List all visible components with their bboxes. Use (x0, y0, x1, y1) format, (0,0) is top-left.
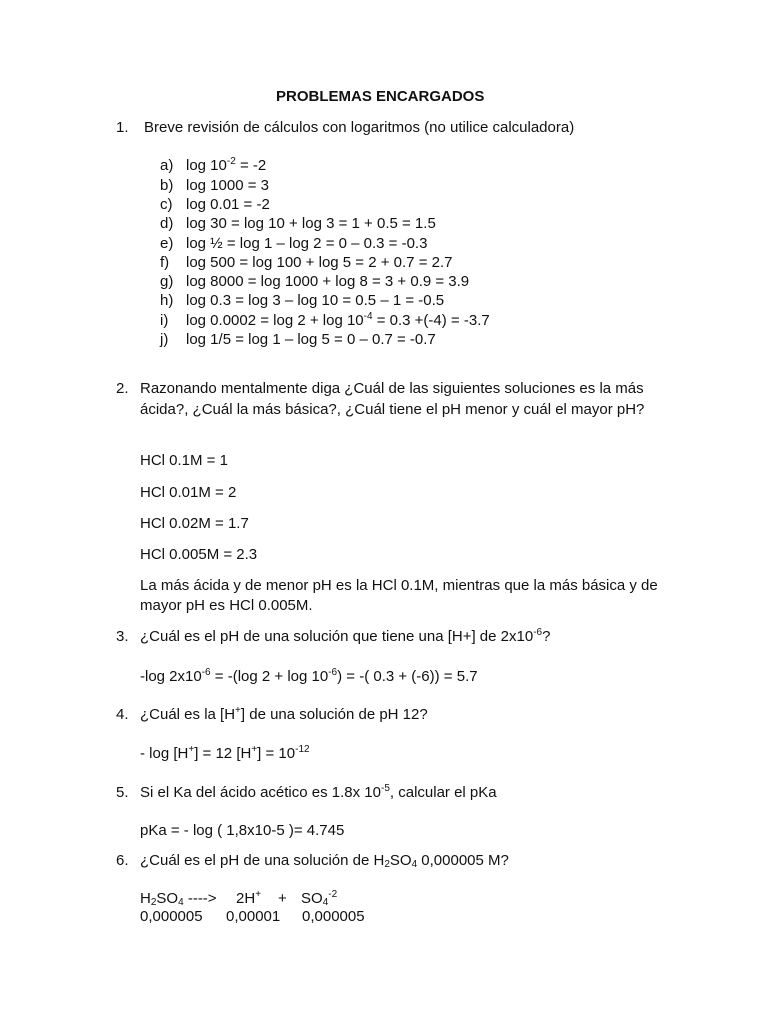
log-item-label: e) (160, 235, 174, 252)
dissociation-product-h: 2H+ (236, 889, 262, 907)
log-item-label: h) (160, 292, 174, 309)
question-6-text: ¿Cuál es el pH de una solución de $H_2SO_4$ 0,000005 M? (140, 852, 509, 870)
log-item-label: a) (160, 157, 174, 174)
log-item-label: j) (160, 331, 169, 348)
answer-hcl-3: HCl 0.02M = 1.7 (140, 515, 249, 532)
question-2-conclusion-line2: mayor pH es HCl 0.005M. (140, 597, 313, 614)
log-item (160, 157, 266, 175)
concentration-so4: 0,000005 (302, 908, 365, 925)
log-item-text: log 1000 = 3 (186, 177, 269, 194)
log-item-text: log 30 = log 10 + log 3 = 1 + 0.5 = 1.5 (186, 215, 436, 232)
log-item-text: log 500 = log 100 + log 5 = 2 + 0.7 = 2.7 (186, 254, 453, 271)
log-item (160, 312, 490, 330)
log-item (160, 215, 436, 233)
question-3-number: 3. (116, 628, 129, 645)
question-6-number: 6. (116, 852, 129, 869)
question-2-number: 2. (116, 380, 129, 397)
question-4-number: 4. (116, 706, 129, 723)
log-item (160, 273, 469, 291)
question-5-answer: pKa = - log ( 1,8x10-5 )= 4.745 (140, 822, 345, 839)
question-3-answer: -log $2x10^{-6} = -(\log$ $2 + \log 10^{-6}$) = -( 0.3 + (-6)) = 5.7 (140, 667, 478, 685)
log-item-label: c) (160, 196, 173, 213)
log-item-text: $\log 10^{-2} = -2$ (186, 156, 267, 174)
question-2-line1: Razonando mentalmente diga ¿Cuál de las siguientes soluciones es la más (140, 380, 644, 397)
log-item (160, 292, 444, 310)
log-item (160, 331, 436, 349)
question-4-text: ¿Cuál es la [H+] de una solución de pH 12? (140, 705, 428, 723)
question-3-text: ¿Cuál es el pH de una solución que tiene una [H+] de $2x10^{-6}$? (140, 627, 551, 645)
question-2-line2: ácida?, ¿Cuál la más básica?, ¿Cuál tiene el pH menor y cuál el mayor pH? (140, 401, 645, 418)
concentration-h: 0,00001 (226, 908, 281, 925)
log-item-text: $\log 0.0002 = \log 2 + \log 10^{-4} = 0.3 +(-4) = -3.7$ (186, 311, 490, 329)
answer-hcl-4: HCl 0.005M = 2.3 (140, 546, 258, 563)
log-item (160, 254, 452, 272)
log-item-label: g) (160, 273, 174, 290)
question-5-number: 5. (116, 784, 129, 801)
log-item-text: log ½ = log 1 – log 2 = 0 – 0.3 = -0.3 (186, 235, 428, 252)
log-item-text: log 0.01 = -2 (186, 196, 270, 213)
log-item-label: d) (160, 215, 174, 232)
answer-hcl-1: HCl 0.1M = 1 (140, 452, 228, 469)
question-1-number: 1. (116, 119, 129, 136)
log-item-text: log 8000 = log 1000 + log 8 = 3 + 0.9 = 3.9 (186, 273, 470, 290)
log-item-text: log 1/5 = log 1 – log 5 = 0 – 0.7 = -0.7 (186, 331, 436, 348)
question-4-answer: - log [H+] = 12 $[H^+] = 10^{-12}$ (140, 744, 310, 762)
log-item-label: b) (160, 177, 174, 194)
question-2-conclusion-line1: La más ácida y de menor pH es la HCl 0.1M, mientras que la más básica y de (140, 577, 658, 594)
dissociation-plus: + (278, 890, 287, 907)
log-item-label: f) (160, 254, 170, 271)
log-item (160, 235, 427, 253)
page-title: PROBLEMAS ENCARGADOS (276, 88, 485, 105)
answer-hcl-2: HCl 0.01M = 2 (140, 484, 237, 501)
log-item-text: log 0.3 = log 3 – log 10 = 0.5 – 1 = -0.5 (186, 292, 445, 309)
log-item (160, 196, 270, 214)
log-item-label: i) (160, 312, 169, 329)
question-1-text: Breve revisión de cálculos con logaritmos (no utilice calculadora) (144, 119, 575, 136)
dissociation-reactant: $H_2SO_4$ ----> (140, 890, 217, 908)
log-item (160, 177, 269, 195)
concentration-reactant: 0,000005 (140, 908, 203, 925)
dissociation-product-so4: $SO_4^{-2}$ (301, 889, 338, 908)
question-5-text: Si el Ka del ácido acético es 1.8x $10^{-5}$, calcular el pKa (140, 783, 497, 801)
